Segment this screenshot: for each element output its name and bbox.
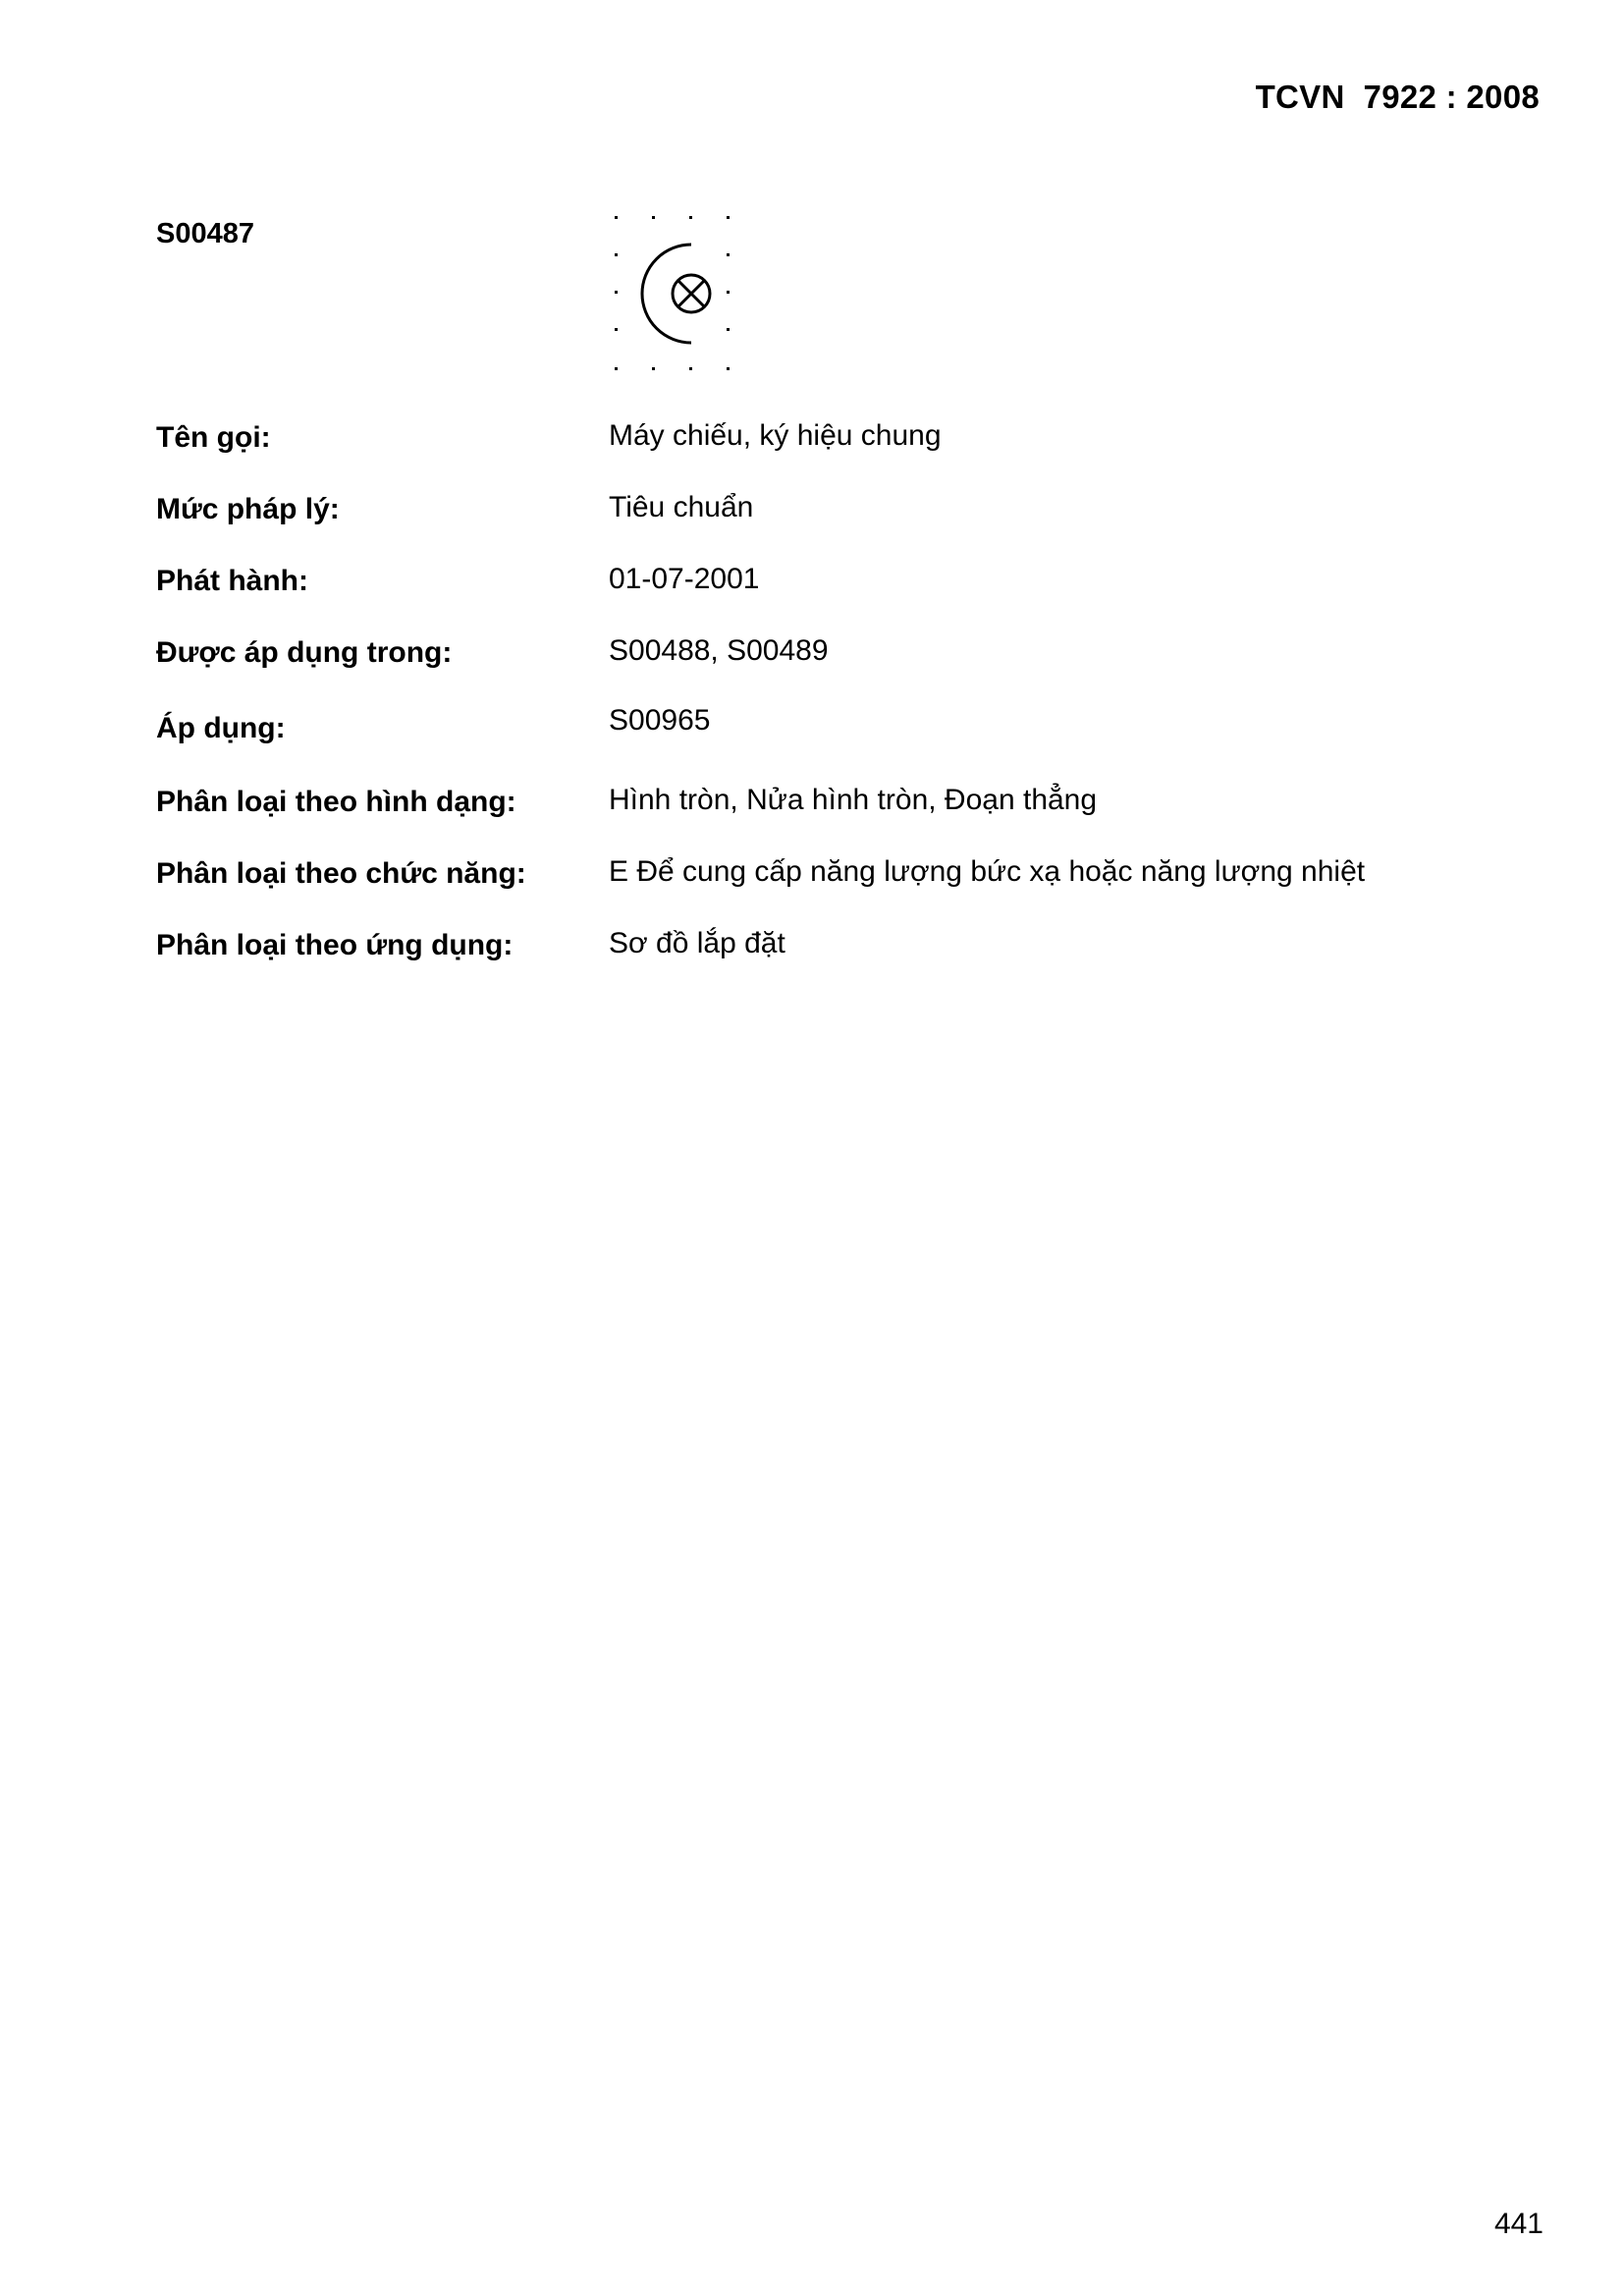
page-number: 441 <box>1493 2208 1543 2240</box>
symbol-id: S00487 <box>156 218 254 249</box>
property-value: 01-07-2001 <box>609 563 760 595</box>
property-label: Phân loại theo hình dạng: <box>156 786 516 818</box>
property-row-function-class <box>0 855 1624 899</box>
property-value: Tiêu chuẩn <box>609 491 754 523</box>
property-value: S00965 <box>609 704 711 737</box>
property-label: Áp dụng: <box>156 712 286 744</box>
property-row-release <box>0 563 1624 606</box>
property-row-application-class <box>0 927 1624 970</box>
property-row-applies <box>0 706 1624 749</box>
property-value: Máy chiếu, ký hiệu chung <box>609 419 942 452</box>
property-value: E Để cung cấp năng lượng bức xạ hoặc năng lượng nhiệt <box>609 855 1366 888</box>
property-label: Phát hành: <box>156 565 308 597</box>
property-row-applied-in <box>0 634 1624 678</box>
property-label: Được áp dụng trong: <box>156 636 453 669</box>
property-value: Hình tròn, Nửa hình tròn, Đoạn thẳng <box>609 784 1098 816</box>
property-row-shape-class <box>0 784 1624 827</box>
property-row-legal-level <box>0 491 1624 534</box>
property-row-name <box>0 419 1624 463</box>
property-label: Phân loại theo ứng dụng: <box>156 929 514 961</box>
property-value: Sơ đồ lắp đặt <box>609 927 785 959</box>
projector-symbol-icon <box>603 206 740 387</box>
property-label: Tên gọi: <box>156 421 271 454</box>
property-label: Mức pháp lý: <box>156 493 340 525</box>
property-value: S00488, S00489 <box>609 634 829 667</box>
standard-code: TCVN 7922 : 2008 <box>1255 79 1540 115</box>
property-label: Phân loại theo chức năng: <box>156 857 526 890</box>
